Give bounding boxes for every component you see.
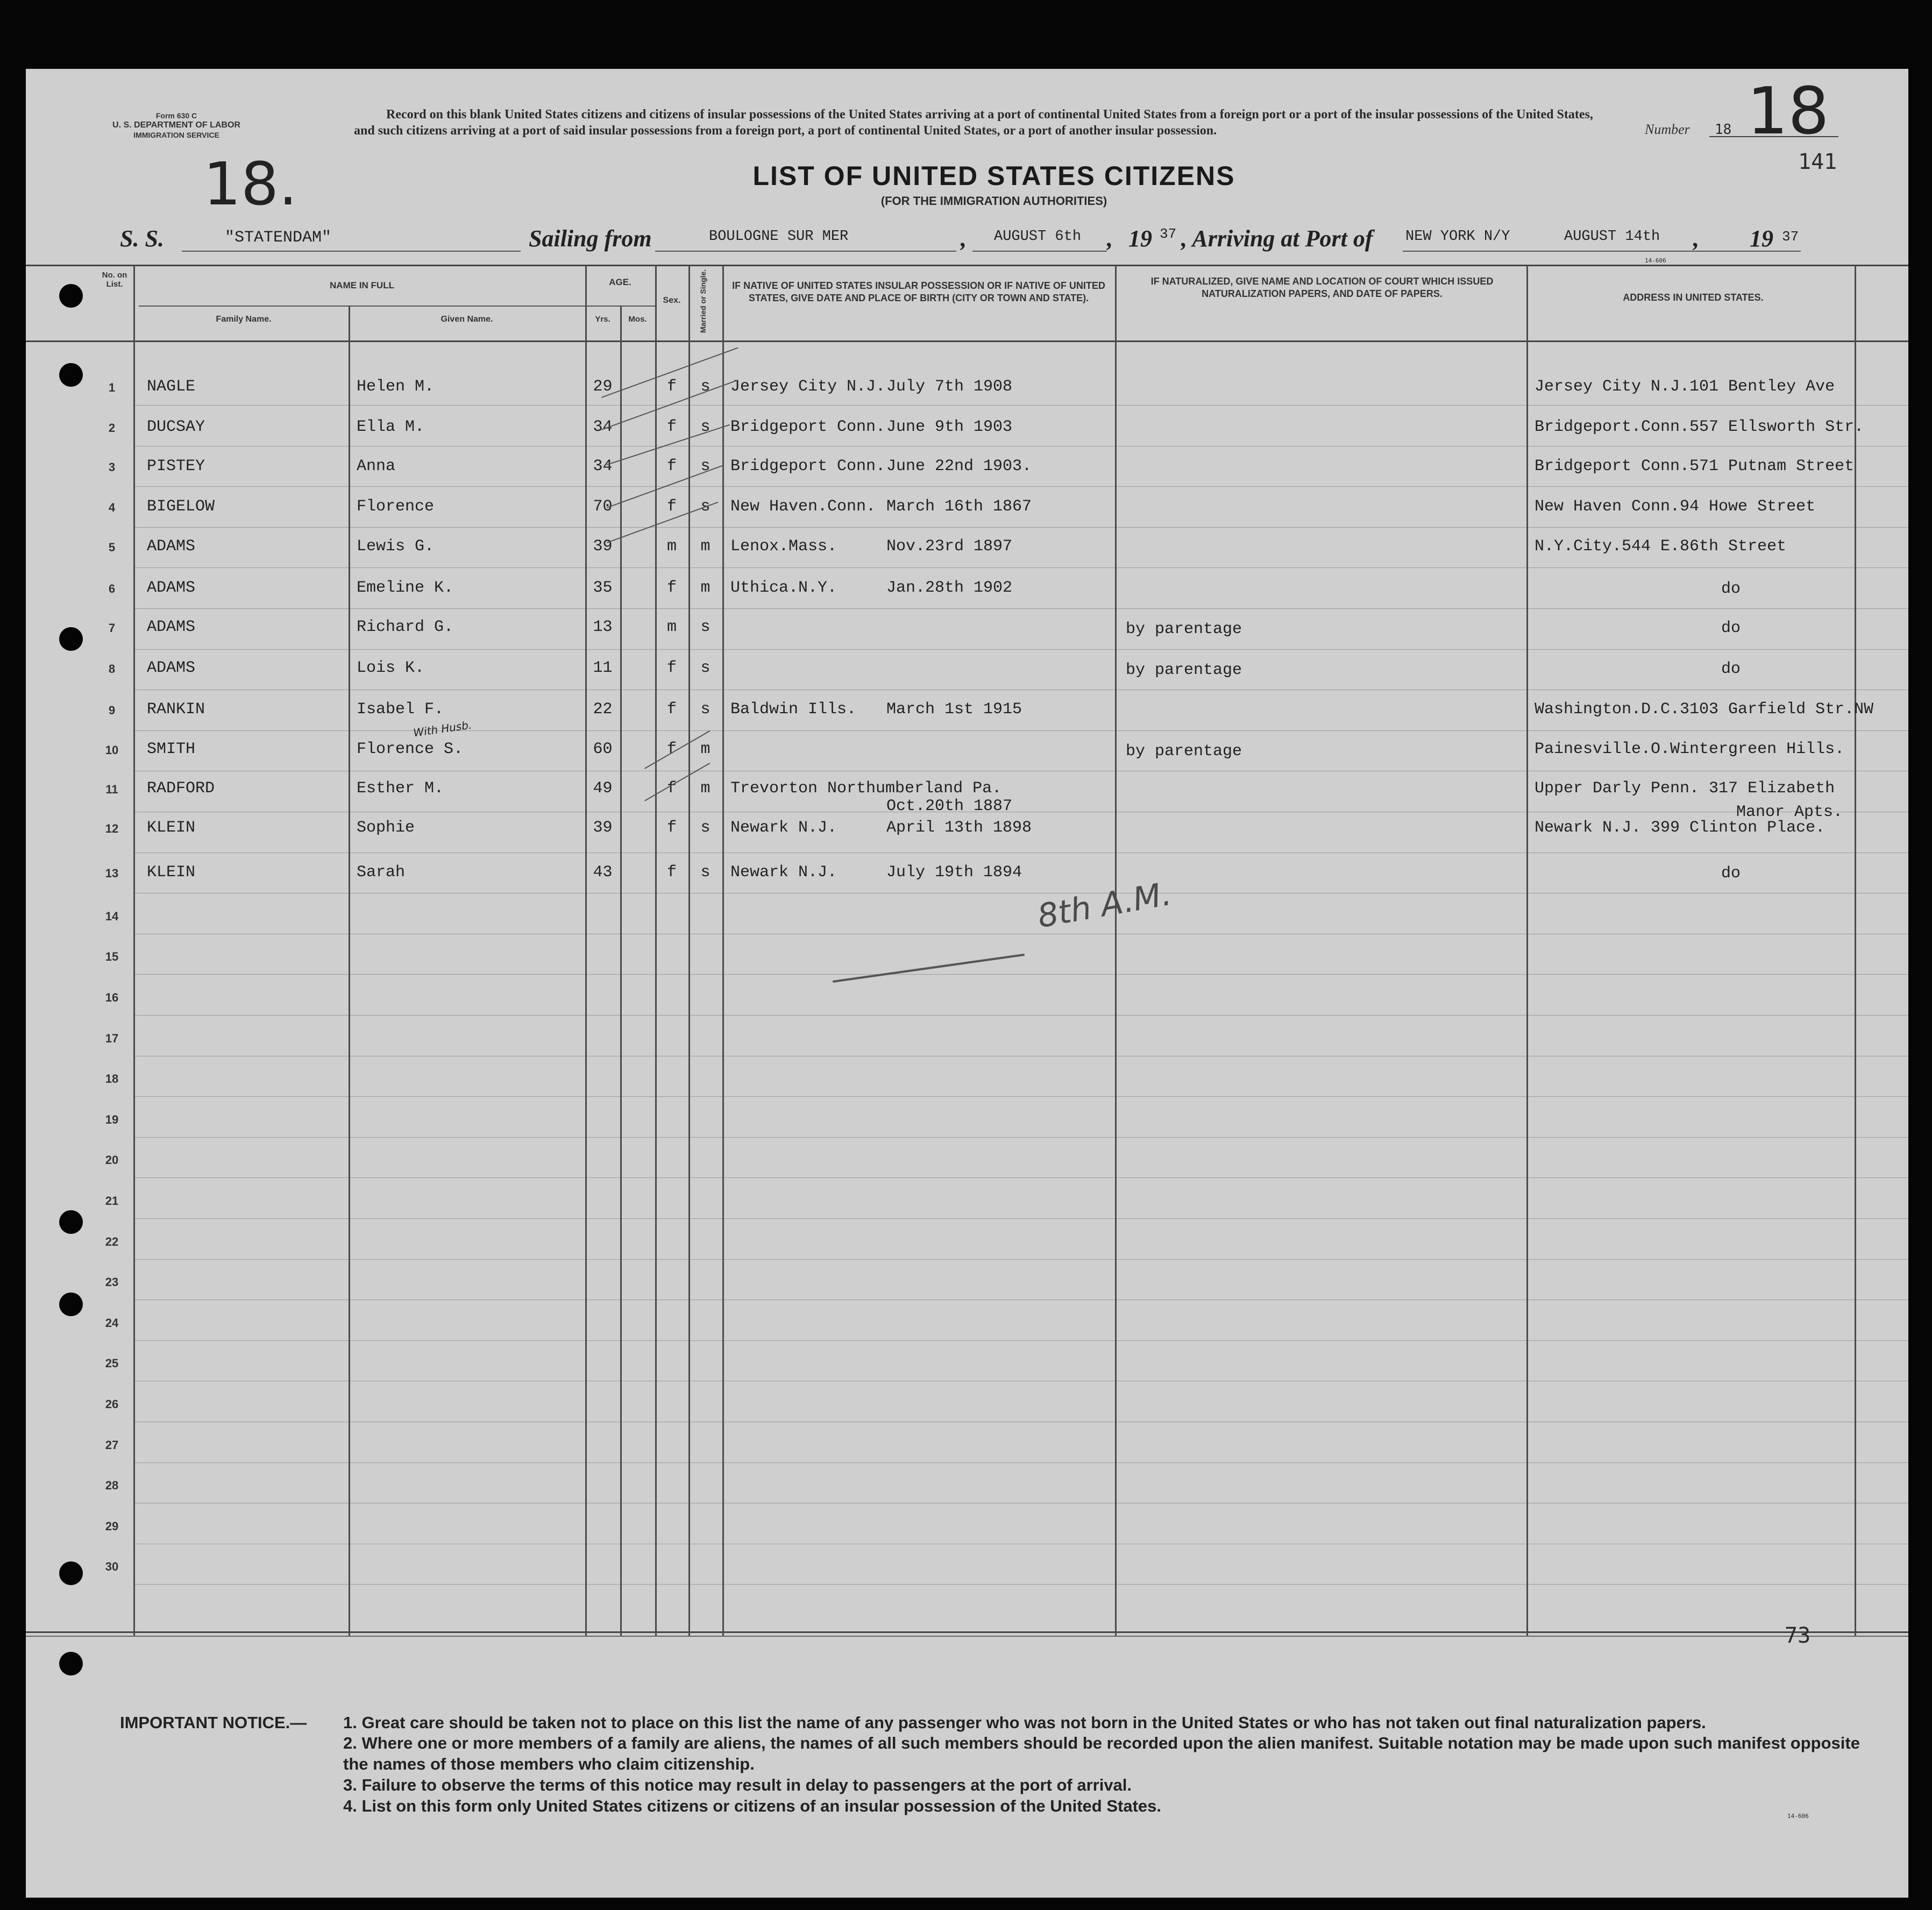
year-from: 37 bbox=[1160, 226, 1177, 242]
row-rule bbox=[133, 405, 1908, 406]
row-number: 29 bbox=[105, 1520, 119, 1533]
given-name: Lewis G. bbox=[357, 537, 435, 556]
handwritten-note: 8th A.M. bbox=[1034, 875, 1175, 936]
sex: m bbox=[666, 537, 677, 556]
sex: f bbox=[666, 457, 677, 475]
row-number: 30 bbox=[105, 1560, 119, 1573]
address: do bbox=[1721, 619, 1741, 637]
family-name: DUCSAY bbox=[147, 418, 205, 436]
record-instructions: Record on this blank United States citizens and citizens of insular possessions of the United States arriving at a port of continental United States from a foreign port or a port of the insular possessions of the United States, and such citizens arriving at a port of said insular possessions from a foreign port, a port of continental United States, or a port of another insular possession. bbox=[354, 108, 1593, 138]
birth-place: Bridgeport Conn. bbox=[730, 457, 886, 475]
handwritten-list-number: 18. bbox=[203, 150, 297, 218]
naturalization-info: by parentage bbox=[1126, 661, 1242, 679]
married-or-single: s bbox=[700, 457, 711, 475]
table-bottom-rule bbox=[26, 1631, 1908, 1633]
row-number: 27 bbox=[105, 1438, 119, 1452]
row-number: 22 bbox=[105, 1235, 119, 1248]
header-family-name: Family Name. bbox=[216, 315, 272, 324]
row-number: 1 bbox=[108, 381, 116, 394]
family-name: SMITH bbox=[147, 740, 196, 758]
row-number: 23 bbox=[105, 1275, 119, 1289]
address: Painesville.O.Wintergreen Hills. bbox=[1535, 740, 1845, 758]
given-name: Helen M. bbox=[357, 378, 435, 396]
row-number: 2 bbox=[108, 421, 116, 435]
row-number: 13 bbox=[105, 867, 119, 880]
notice-item-4: 4. List on this form only United States citizens or citizens of an insular possession of the United States. bbox=[343, 1797, 1161, 1815]
year-to: 37 bbox=[1782, 229, 1799, 245]
birth-date: March 1st 1915 bbox=[886, 700, 1022, 719]
sex: f bbox=[666, 378, 677, 396]
row-number: 7 bbox=[108, 621, 116, 635]
address: Bridgeport.Conn.557 Ellsworth Str. bbox=[1535, 418, 1864, 436]
birth-place: Newark N.J. bbox=[730, 819, 837, 837]
given-name: Esther M. bbox=[357, 779, 444, 798]
address-continuation: Manor Apts. bbox=[1736, 803, 1843, 821]
punch-hole bbox=[59, 1561, 83, 1585]
header-no: No. on List. bbox=[102, 271, 127, 289]
birth-place: Trevorton Northumberland Pa. bbox=[730, 779, 1002, 798]
row-number: 5 bbox=[108, 541, 116, 554]
row-rule bbox=[133, 486, 1908, 487]
form-identification bbox=[85, 111, 268, 140]
column-rule bbox=[349, 306, 350, 1636]
comma: , bbox=[1107, 225, 1113, 252]
row-number: 26 bbox=[105, 1397, 119, 1411]
department-name: U. S. DEPARTMENT OF LABOR bbox=[112, 120, 240, 130]
ship-name: "STATENDAM" bbox=[225, 229, 332, 247]
row-rule bbox=[133, 1177, 1908, 1178]
birth-place: Uthica.N.Y. bbox=[730, 579, 837, 597]
ship-line bbox=[182, 251, 521, 252]
given-name: Sophie bbox=[357, 819, 415, 837]
row-number: 14 bbox=[105, 910, 119, 923]
row-rule bbox=[133, 1015, 1908, 1016]
column-rule bbox=[620, 306, 622, 1636]
age-years: 60 bbox=[593, 740, 613, 758]
sex: f bbox=[666, 819, 677, 837]
form-code: 14-606 bbox=[1645, 257, 1666, 264]
sex: f bbox=[666, 740, 677, 758]
sex: f bbox=[666, 579, 677, 597]
year-prefix: 19 bbox=[1128, 225, 1152, 252]
row-rule bbox=[133, 1137, 1908, 1138]
comma: , bbox=[961, 225, 967, 252]
given-name: Richard G. bbox=[357, 618, 454, 636]
with-husband-annotation: With Husb. bbox=[412, 718, 473, 740]
row-rule bbox=[133, 1218, 1908, 1219]
given-name: Lois K. bbox=[357, 659, 425, 677]
age-years: 35 bbox=[593, 579, 613, 597]
notice-item-3: 3. Failure to observe the terms of this notice may result in delay to passengers at the port of arrival. bbox=[343, 1776, 1132, 1794]
sex: f bbox=[666, 418, 677, 436]
header-bottom-rule bbox=[26, 340, 1908, 342]
punch-hole bbox=[59, 284, 83, 308]
age-years: 11 bbox=[593, 659, 613, 677]
arriving-label: , Arriving at Port of bbox=[1181, 225, 1373, 252]
age-years: 34 bbox=[593, 457, 613, 475]
address: do bbox=[1721, 580, 1741, 598]
given-name: Sarah bbox=[357, 863, 406, 882]
address: Newark N.J. 399 Clinton Place. bbox=[1535, 819, 1826, 837]
column-rule bbox=[1115, 265, 1117, 1636]
row-rule bbox=[133, 567, 1908, 568]
sailing-label: Sailing from bbox=[529, 225, 652, 252]
name-subheader-rule bbox=[139, 306, 585, 307]
punch-hole bbox=[59, 1210, 83, 1234]
married-or-single: s bbox=[700, 819, 711, 837]
birth-date: Jan.28th 1902 bbox=[886, 579, 1013, 597]
birth-date: June 9th 1903 bbox=[886, 418, 1013, 436]
address: Upper Darly Penn. 317 Elizabeth bbox=[1535, 779, 1835, 798]
sex: f bbox=[666, 659, 677, 677]
age-years: 39 bbox=[593, 819, 613, 837]
row-number: 15 bbox=[105, 950, 119, 963]
given-name: Emeline K. bbox=[357, 579, 454, 597]
birth-date: March 16th 1867 bbox=[886, 498, 1032, 516]
punch-hole bbox=[59, 627, 83, 651]
port-to-line bbox=[1403, 251, 1801, 252]
footer-code: 14-606 bbox=[1787, 1813, 1809, 1820]
punch-hole bbox=[59, 1293, 83, 1316]
given-name: Anna bbox=[357, 457, 396, 475]
table-bottom-rule-2 bbox=[26, 1636, 1908, 1637]
ss-label: S. S. bbox=[120, 225, 164, 252]
birth-place: Bridgeport Conn. bbox=[730, 418, 886, 436]
age-years: 70 bbox=[593, 498, 613, 516]
address: do bbox=[1721, 864, 1741, 883]
number-label: Number bbox=[1645, 122, 1690, 137]
row-number: 12 bbox=[105, 822, 119, 835]
married-or-single: m bbox=[700, 779, 711, 798]
given-name: Isabel F. bbox=[357, 700, 444, 719]
row-number: 4 bbox=[108, 501, 116, 514]
sex: f bbox=[666, 498, 677, 516]
family-name: ADAMS bbox=[147, 659, 196, 677]
number-typed: 18 bbox=[1715, 122, 1732, 138]
notice-item-2: 2. Where one or more members of a family are aliens, the names of all such members should be recorded upon the alien manifest. Suitable notation may be made upon such manifest opposite the names of those members who claim citizenship. bbox=[343, 1734, 1860, 1773]
port-from-line bbox=[655, 251, 956, 252]
address: Jersey City N.J.101 Bentley Ave bbox=[1535, 378, 1835, 396]
family-name: ADAMS bbox=[147, 579, 196, 597]
date-to: AUGUST 14th bbox=[1564, 229, 1660, 245]
married-or-single: s bbox=[700, 863, 711, 882]
family-name: KLEIN bbox=[147, 863, 196, 882]
married-or-single: s bbox=[700, 498, 711, 516]
sex: m bbox=[666, 618, 677, 636]
age-years: 39 bbox=[593, 537, 613, 556]
family-name: BIGELOW bbox=[147, 498, 215, 516]
married-or-single: s bbox=[700, 418, 711, 436]
row-number: 9 bbox=[108, 704, 116, 717]
family-name: RANKIN bbox=[147, 700, 205, 719]
family-name: ADAMS bbox=[147, 618, 196, 636]
married-or-single: s bbox=[700, 659, 711, 677]
married-or-single: s bbox=[700, 618, 711, 636]
service-name: IMMIGRATION SERVICE bbox=[133, 131, 219, 139]
married-or-single: m bbox=[700, 579, 711, 597]
age-years: 29 bbox=[593, 378, 613, 396]
naturalization-info: by parentage bbox=[1126, 620, 1242, 638]
row-number: 10 bbox=[105, 743, 119, 757]
row-number: 24 bbox=[105, 1316, 119, 1330]
birth-place: New Haven.Conn. bbox=[730, 498, 876, 516]
header-sex: Sex. bbox=[663, 296, 681, 305]
birth-place: Newark N.J. bbox=[730, 863, 837, 882]
row-rule bbox=[133, 1462, 1908, 1463]
row-rule bbox=[133, 1584, 1908, 1585]
row-rule bbox=[133, 1340, 1908, 1341]
family-name: PISTEY bbox=[147, 457, 205, 475]
footer-stamp: 73 bbox=[1785, 1623, 1811, 1648]
given-name: Florence S. bbox=[357, 740, 464, 758]
arriving-label-text: Arriving at Port of bbox=[1192, 225, 1373, 252]
family-name: ADAMS bbox=[147, 537, 196, 556]
page-title: LIST OF UNITED STATES CITIZENS bbox=[752, 161, 1235, 191]
punch-hole bbox=[59, 1652, 83, 1675]
page-subtitle: (FOR THE IMMIGRATION AUTHORITIES) bbox=[880, 194, 1107, 208]
row-rule bbox=[133, 608, 1908, 609]
birth-place: Jersey City N.J. bbox=[730, 378, 886, 396]
comma: , bbox=[1693, 225, 1699, 252]
row-number: 21 bbox=[105, 1194, 119, 1208]
header-married-single: Married or Single. bbox=[699, 269, 707, 333]
form-number: Form 630 C bbox=[155, 111, 197, 120]
birth-date: June 22nd 1903. bbox=[886, 457, 1032, 475]
row-number: 6 bbox=[108, 582, 116, 595]
row-number: 20 bbox=[105, 1153, 119, 1167]
header-naturalized: IF NATURALIZED, GIVE NAME AND LOCATION OF COURT WHICH ISSUED NATURALIZATION PAPERS, AND DATE OF PAPERS. bbox=[1150, 276, 1494, 299]
row-number: 3 bbox=[108, 460, 116, 474]
age-years: 22 bbox=[593, 700, 613, 719]
table-top-rule bbox=[26, 265, 1908, 266]
row-rule bbox=[133, 1096, 1908, 1097]
column-rule bbox=[722, 265, 724, 1636]
date-from-line bbox=[972, 251, 1107, 252]
row-number: 18 bbox=[105, 1072, 119, 1085]
sex: f bbox=[666, 700, 677, 719]
row-number: 19 bbox=[105, 1113, 119, 1126]
pencil-mark bbox=[833, 954, 1025, 983]
row-rule bbox=[133, 730, 1908, 731]
port-to: NEW YORK N/Y bbox=[1405, 229, 1510, 245]
page-stamp: 141 bbox=[1798, 150, 1837, 174]
age-years: 34 bbox=[593, 418, 613, 436]
row-rule bbox=[133, 974, 1908, 975]
notice-heading: IMPORTANT NOTICE.— bbox=[120, 1713, 307, 1732]
sex: f bbox=[666, 863, 677, 882]
row-number: 25 bbox=[105, 1357, 119, 1370]
date-from: AUGUST 6th bbox=[994, 229, 1082, 245]
birth-date: April 13th 1898 bbox=[886, 819, 1032, 837]
column-rule bbox=[1526, 265, 1528, 1636]
given-name: Florence bbox=[357, 498, 435, 516]
header-mos: Mos. bbox=[628, 315, 647, 324]
header-name-in-full: NAME IN FULL bbox=[330, 280, 394, 290]
family-name: NAGLE bbox=[147, 378, 196, 396]
birth-date: July 7th 1908 bbox=[886, 378, 1013, 396]
family-name: RADFORD bbox=[147, 779, 215, 798]
number-handwritten: 18 bbox=[1747, 74, 1829, 149]
married-or-single: s bbox=[700, 700, 711, 719]
sex: f bbox=[666, 779, 677, 798]
married-or-single: s bbox=[700, 378, 711, 396]
row-rule bbox=[133, 527, 1908, 528]
header-birth: IF NATIVE OF UNITED STATES INSULAR POSSESSION OR IF NATIVE OF UNITED STATES, GIVE DATE AND PLACE OF BIRTH (CITY OR TOWN AND STATE). bbox=[732, 280, 1105, 303]
row-number: 28 bbox=[105, 1479, 119, 1492]
header-given-name: Given Name. bbox=[441, 315, 493, 324]
address: New Haven Conn.94 Howe Street bbox=[1535, 498, 1816, 516]
age-years: 13 bbox=[593, 618, 613, 636]
column-rule bbox=[1855, 265, 1856, 1636]
birth-date: July 19th 1894 bbox=[886, 863, 1022, 882]
notice-item-1: 1. Great care should be taken not to place on this list the name of any passenger who was not born in the United States or who has not taken out final naturalization papers. bbox=[343, 1713, 1706, 1732]
birth-place: Baldwin Ills. bbox=[730, 700, 857, 719]
year-prefix-to: 19 bbox=[1750, 225, 1773, 252]
naturalization-info: by parentage bbox=[1126, 742, 1242, 761]
age-years: 43 bbox=[593, 863, 613, 882]
manifest-sheet bbox=[26, 69, 1908, 1898]
address: Washington.D.C.3103 Garfield Str.NW bbox=[1535, 700, 1874, 719]
header-yrs: Yrs. bbox=[595, 315, 610, 324]
header-age: AGE. bbox=[609, 277, 631, 287]
row-number: 16 bbox=[105, 991, 119, 1004]
address: N.Y.City.544 E.86th Street bbox=[1535, 537, 1787, 556]
birth-place: Lenox.Mass. bbox=[730, 537, 837, 556]
row-number: 8 bbox=[108, 662, 116, 676]
given-name: Ella M. bbox=[357, 418, 425, 436]
row-number: 17 bbox=[105, 1032, 119, 1045]
birth-date: Oct.20th 1887 bbox=[886, 797, 1013, 815]
header-address: ADDRESS IN UNITED STATES. bbox=[1623, 292, 1764, 303]
row-rule bbox=[133, 1259, 1908, 1260]
age-years: 49 bbox=[593, 779, 613, 798]
row-number: 11 bbox=[105, 783, 118, 796]
birth-date: Nov.23rd 1897 bbox=[886, 537, 1013, 556]
married-or-single: m bbox=[700, 537, 711, 556]
punch-hole bbox=[59, 363, 83, 387]
family-name: KLEIN bbox=[147, 819, 196, 837]
row-rule bbox=[133, 649, 1908, 650]
address: Bridgeport Conn.571 Putnam Street bbox=[1535, 457, 1855, 475]
port-from: BOULOGNE SUR MER bbox=[709, 229, 849, 245]
address: do bbox=[1721, 660, 1741, 678]
column-rule bbox=[133, 265, 135, 1636]
married-or-single: m bbox=[700, 740, 711, 758]
